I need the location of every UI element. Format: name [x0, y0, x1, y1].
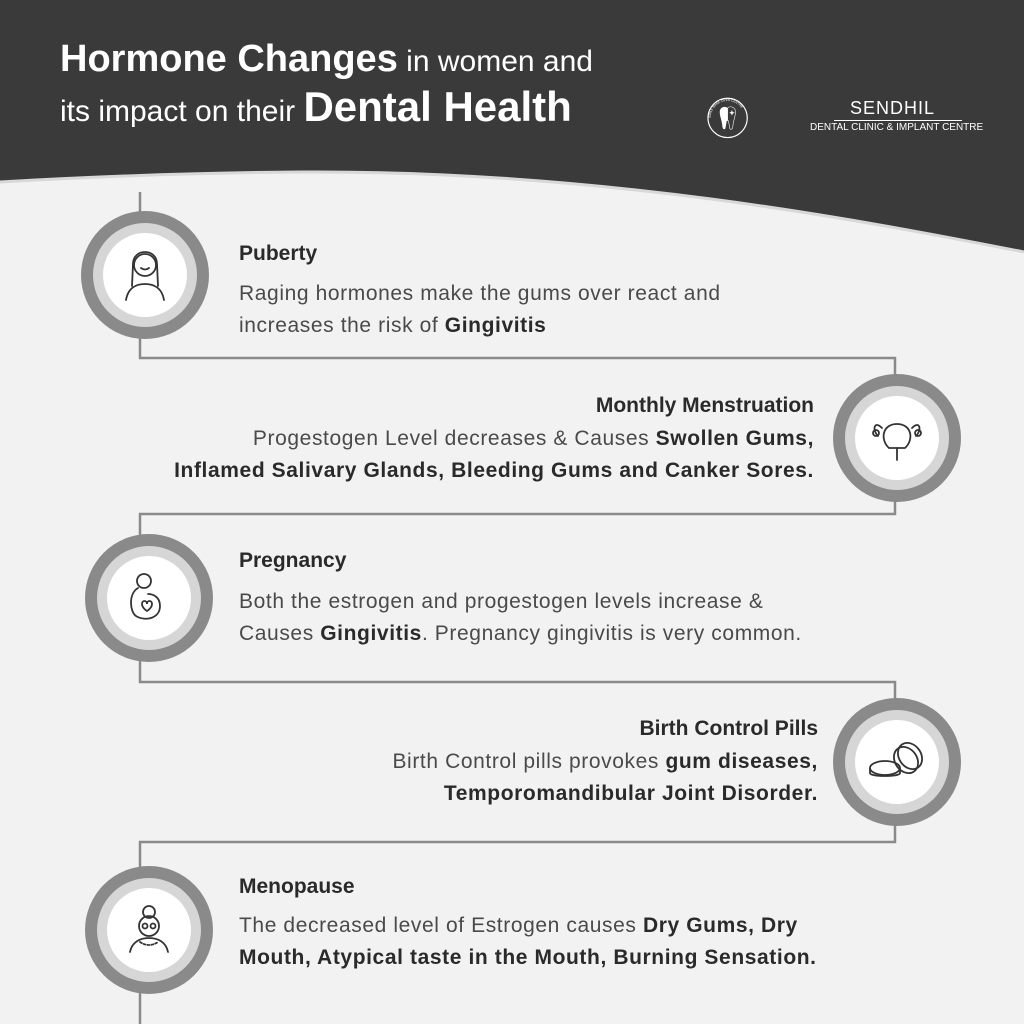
emphasis-text: Swollen Gums, [655, 427, 814, 450]
step-text-pregnancy [239, 586, 802, 650]
step-title-pregnancy: Pregnancy [239, 549, 347, 572]
text-span: Progestogen Level decreases & Causes [252, 427, 656, 450]
title-bold-1: Hormone Changes [60, 38, 398, 80]
title-line-2 [60, 83, 593, 130]
text-span: The decreased level of Estrogen causes [239, 914, 643, 937]
step-circle-menstruation [833, 374, 961, 502]
step-circle-pills [833, 698, 961, 826]
step-circle-menopause [85, 866, 213, 994]
clinic-logo [706, 58, 816, 168]
step-text-menstruation [174, 423, 814, 487]
step-text-menopause [239, 910, 817, 974]
step-title-pills: Birth Control Pills [639, 717, 818, 740]
step-text-puberty [239, 278, 721, 342]
step-text-line [239, 942, 817, 974]
emphasis-text: gum diseases, [665, 750, 818, 773]
step-title-menopause: Menopause [239, 875, 355, 898]
title-line-1 [60, 40, 593, 78]
page-title [60, 40, 593, 128]
emphasis-text: Inflamed Salivary Glands, Bleeding Gums and Canker Sores. [174, 459, 814, 482]
step-text-line [174, 455, 814, 487]
step-text-line [174, 423, 814, 455]
step-text-line [239, 910, 817, 942]
step-text-line [239, 618, 802, 650]
title-bold-2: Dental Health [303, 83, 572, 130]
logo-divider [834, 120, 962, 121]
emphasis-text: Gingivitis [444, 314, 547, 337]
text-span: . Pregnancy gingivitis is very common. [421, 622, 802, 645]
logo-tagline: DENTAL CLINIC & IMPLANT CENTRE [810, 122, 984, 133]
emphasis-text: Dry Gums, Dry [642, 914, 798, 937]
text-span: increases the risk of [239, 314, 445, 337]
step-text-line: Both the estrogen and progestogen levels increase & [239, 590, 764, 613]
step-circle-puberty [81, 211, 209, 339]
logo-arc-text: SMILE MAKE OVER CENTRE [707, 97, 744, 118]
step-title-puberty: Puberty [239, 242, 318, 265]
emphasis-text: Gingivitis [320, 622, 422, 645]
logo-name: SENDHIL [850, 98, 936, 118]
step-text-line [392, 746, 818, 778]
emphasis-text: Mouth, Atypical taste in the Mouth, Burning Sensation. [239, 946, 817, 969]
title-rest-2: its impact on their [60, 95, 304, 128]
title-rest-1: in women and [397, 45, 593, 78]
step-text-line [239, 310, 721, 342]
tooth-icon [720, 107, 736, 129]
step-text-line: Raging hormones make the gums over react and [239, 282, 721, 305]
step-title-menstruation: Monthly Menstruation [595, 394, 814, 417]
text-span: Causes [239, 622, 321, 645]
step-text-pills [392, 746, 818, 810]
emphasis-text: Temporomandibular Joint Disorder. [443, 782, 818, 805]
text-span: Birth Control pills provokes [392, 750, 666, 773]
step-circle-pregnancy [85, 534, 213, 662]
step-text-line [392, 778, 818, 810]
